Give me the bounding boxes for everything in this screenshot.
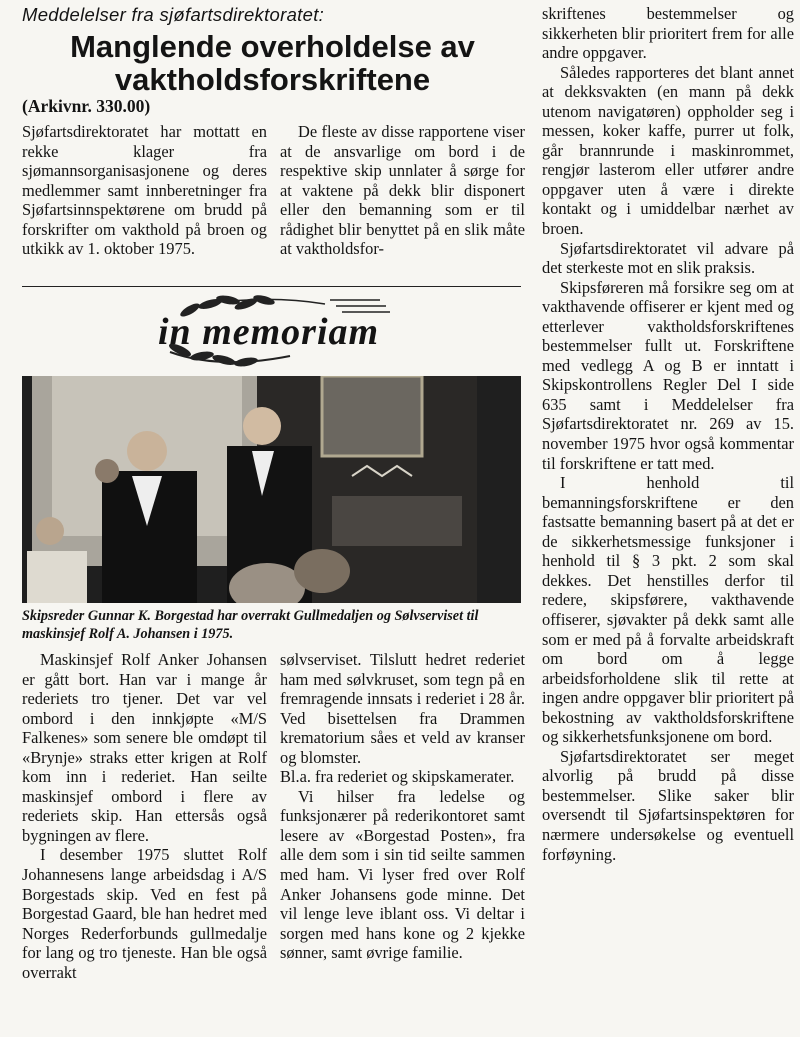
paragraph: sølvserviset. Tilslutt hedret rederiet ham med sølvkruset, som tegn på en fremragende innsats i rederiet i 28 år. Ved bisettelsen fra Drammen krematorium såes et veld av kranser og blomster. [280,650,525,767]
headline [10,30,535,96]
headline-line-2: vaktholdsforskriftene [114,62,431,97]
memoriam-photo [22,376,521,603]
kicker: Meddelelser fra sjøfartsdirektoratet: [22,4,325,25]
paragraph: I henhold til bemanningsforskriftene er den fastsatte bemanning basert på at det er de sikkerhetsmessige funksjoner i henhold til § 3 pkt. 2 som skal dekkes. Det henstilles derfor til redere, skipsførere, vakthavende offiserer, sjøvakter på dekk samt alle som er med på å forvalte arbeidskraft om bord om å legge arbeidsforholdene slik til rette at ingen andre oppgaver blir prioritert på bekostning av vaktholdsforskriftene og sikkerhetsfunksjonene om bord. [542,473,794,747]
paragraph: skriftenes bestemmelser og sikkerheten blir prioritert frem for alle andre oppgaver. [542,4,794,63]
in-memoriam-title: in memoriam [158,311,380,353]
paragraph: Sjøfartsdirektoratet vil advare på det sterkeste mot en slik praksis. [542,238,794,278]
memoriam-column-2 [280,650,525,1035]
paragraph: De fleste av disse rapportene viser at de ansvarlige om bord i de respektive skip unnlater å sørge for at vaktene på dekk blir disponert eller den bemanning som er til rådighet blir benyttet på en slik måte at vaktholdsfor- [280,122,525,259]
paragraph: I desember 1975 sluttet Rolf Johannesens lange arbeidsdag i A/S Borgestads skip. Ved en fest på Borgestad Gaard, ble han hedret med Norges Rederforbunds gullmedalje for lang og tro tjeneste. Han ble også overrakt [22,845,267,982]
section-divider [22,286,521,287]
memoriam-column-1 [22,650,267,1035]
paragraph: Vi hilser fra ledelse og funksjonærer på rederikontoret samt lesere av «Borgestad Posten», fra alle dem som i sin tid seilte sammen med ham. Vi lyser fred over Rolf Anker Johansens gode minne. Det vil lenge leve iblant oss. Vi deltar i sorgen med hans kone og 2 kjekke sønner, samt øvrige familie. [280,786,525,963]
article-column-3 [542,4,794,1034]
archive-number: (Arkivnr. 330.00) [22,96,151,116]
paragraph: Sjøfartsdirektoratet ser meget alvorlig på brudd på disse bestemmelser. Slike saker blir oversendt til Sjøfartsinspektøren for nærmere undersøkelse og eventuell forføyning. [542,746,794,864]
photo-illustration [22,376,521,603]
article-column-2 [280,122,525,280]
headline-line-1: Manglende overholdelse av [70,29,475,64]
in-memoriam-heading [150,290,400,370]
article-column-1 [22,122,267,280]
paragraph: Maskinsjef Rolf Anker Johansen er gått bort. Han var i mange år rederiets tro tjener. Det var vel ombord i den innkjøpte «M/S Falkenes» som senere ble omdøpt til «Brynje» straks etter krigen at Rolf kom inn i rederiet. Han seilte maskinsjef ombord i flere av rederiets skip. Han ettersås også bygningen av flere. [22,650,267,845]
photo-caption: Skipsreder Gunnar K. Borgestad har overrakt Gullmedaljen og Sølvserviset til maskinsjef Rolf A. Johansen i 1975. [22,608,479,642]
paragraph: Skipsføreren må forsikre seg om at vakthavende offiserer er kjent med og etterlever vaktholdsforskriftenes bestemmelser fullt ut. Forskriftene med vedlegg A og B er inntatt i Skipskontrollens Regler Del I side 635 samt i Meddelelser fra Sjøfartsdirektoratet nr. 269 av 15. november 1975 hvor også kommentar til forskriftene er tatt med. [542,277,794,473]
paragraph: Således rapporteres det blant annet at dekksvakten (en mann på dekk utenom navigatøren) oppholder seg i messen, koker kaffe, purrer ut folk, går brannrunde i maskinrommet, rengjør lasterom eller utfører andre oppgaver uten å være i direkte kontakt og i umiddelbar nærhet av broen. [542,62,794,239]
paragraph: Sjøfartsdirektoratet har mottatt en rekke klager fra sjømannsorganisasjonene og deres medlemmer samt innberetninger fra Sjøfartsinnspektørene om brudd på forskrifter om vakthold på broen og utkikk av 1. oktober 1975. [22,122,267,259]
paragraph: Bl.a. fra rederiet og skipskamerater. [280,767,515,787]
